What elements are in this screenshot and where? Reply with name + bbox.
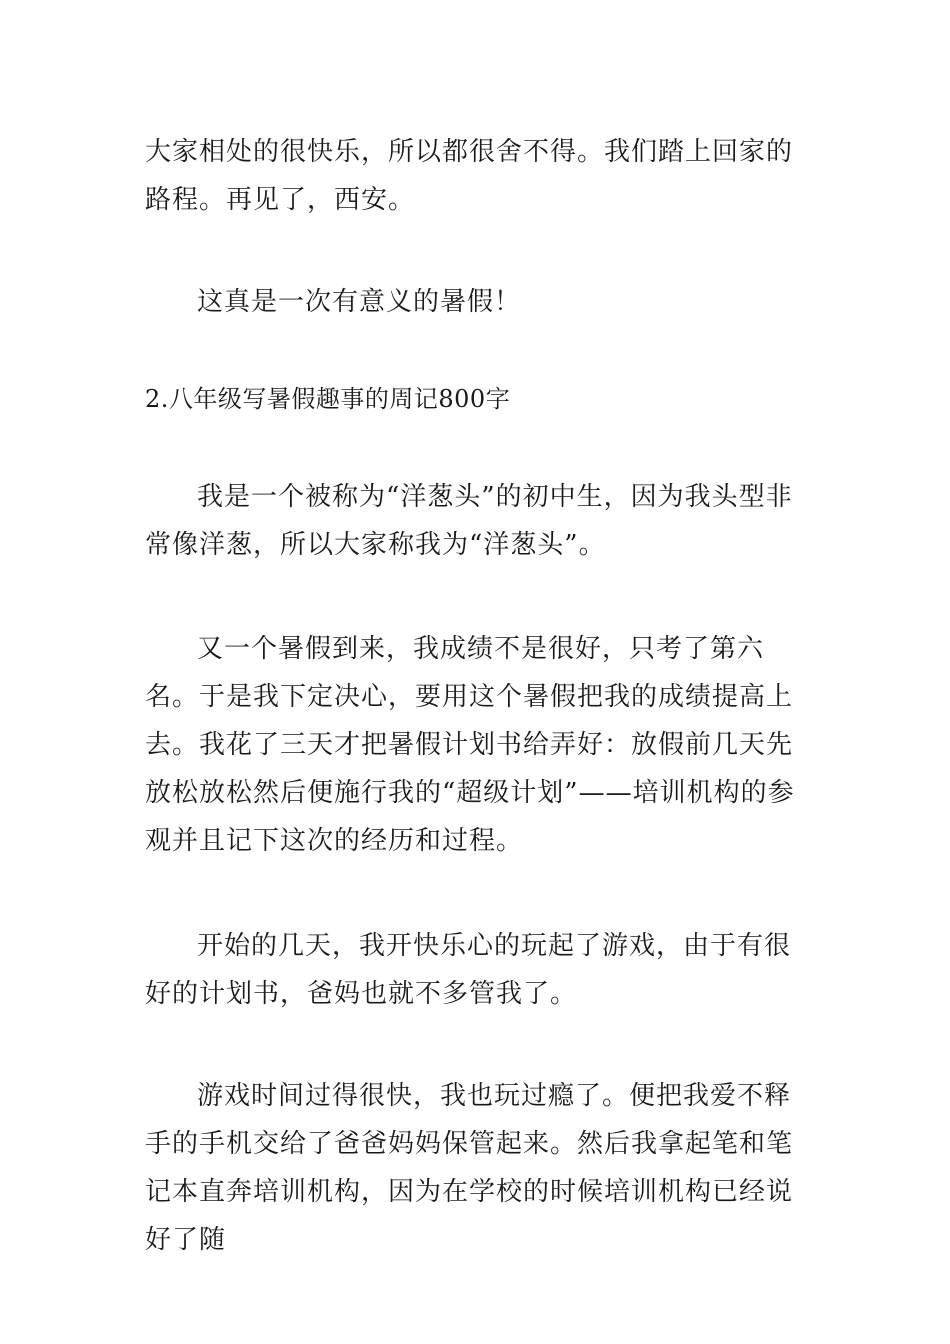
paragraph-continuation: 大家相处的很快乐，所以都很舍不得。我们踏上回家的路程。再见了，西安。 xyxy=(145,137,794,215)
paragraph-conclusion: 这真是一次有意义的暑假！ xyxy=(197,287,522,317)
paragraph-plan: 又一个暑假到来，我成绩不是很好，只考了第六名。于是我下定决心，要用这个暑假把我的成绩提高上去。我花了三天才把暑假计划书给弄好：放假前几天先放松放松然后便施行我的“超级计划”——培训机构的参观并且记下这次的经历和过程。 xyxy=(145,634,795,856)
section-heading: 2.八年级写暑假趣事的周记800字 xyxy=(145,385,511,413)
paragraph-games: 开始的几天，我开快乐心的玩起了游戏，由于有很好的计划书，爸妈也就不多管我了。 xyxy=(145,931,792,1009)
paragraph-training: 游戏时间过得很快，我也玩过瘾了。便把我爱不释手的手机交给了爸爸妈妈保管起来。然后我拿起笔和笔记本直奔培训机构，因为在学校的时候培训机构已经说好了随 xyxy=(145,1081,794,1255)
paragraph-intro: 我是一个被称为“洋葱头”的初中生，因为我头型非常像洋葱，所以大家称我为“洋葱头”。 xyxy=(145,482,793,560)
